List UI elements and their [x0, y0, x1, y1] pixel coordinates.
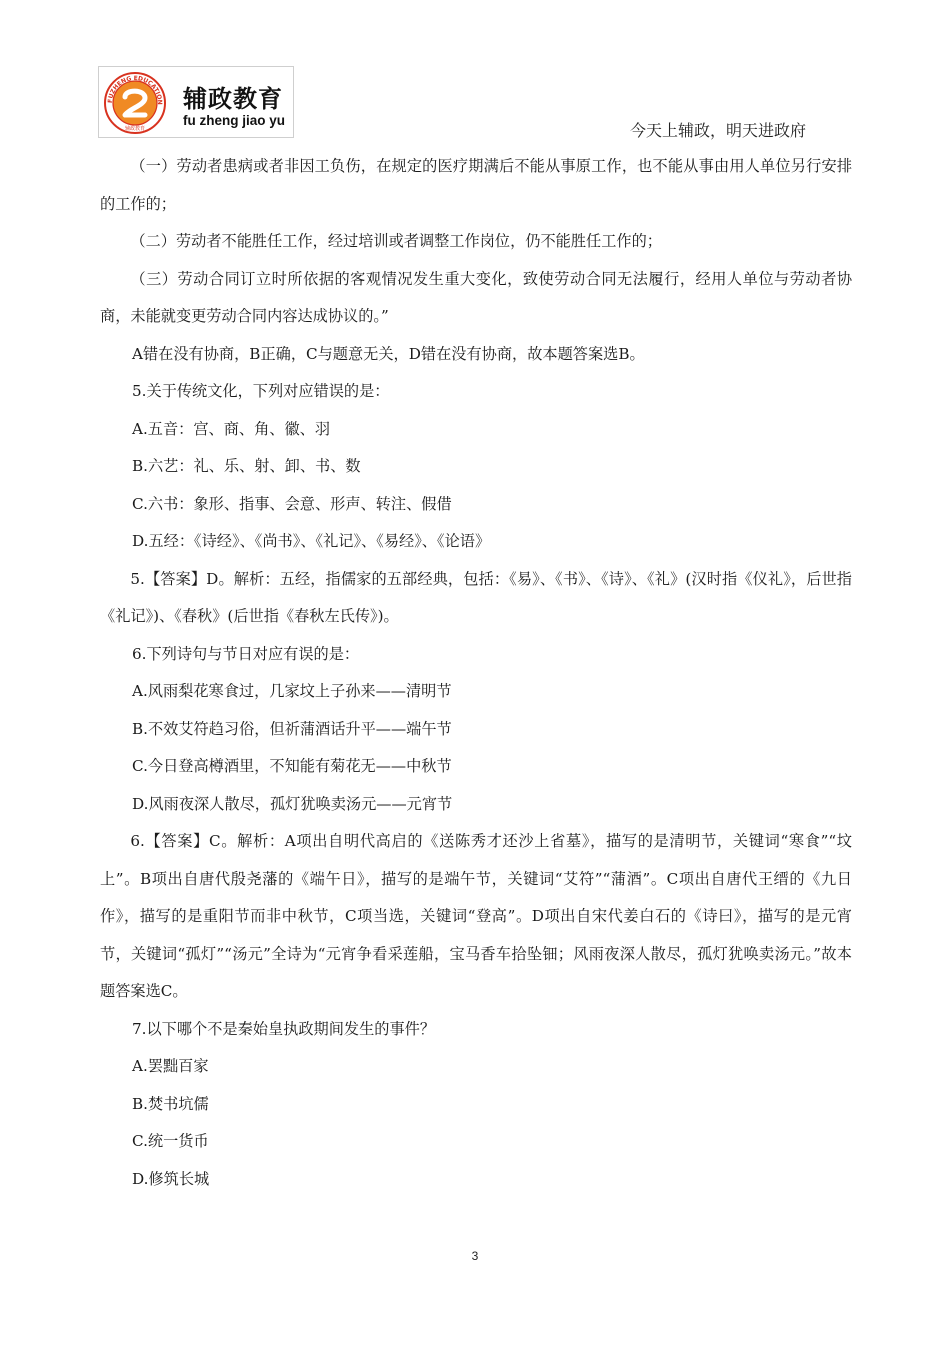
answer-5: 5.【答案】D。解析：五经，指儒家的五部经典，包括：《易》、《书》、《诗》、《礼》(汉时指《仪礼》，后世指《礼记》)、《春秋》(后世指《春秋左氏传》)。 — [100, 569, 852, 625]
paragraph: （一）劳动者患病或者非因工负伤，在规定的医疗期满后不能从事原工作，也不能从事由用人单位另行安排的工作的； — [100, 157, 852, 213]
question-7-option-c: C.统一货币 — [132, 1132, 209, 1150]
logo-seal-text: 辅政教育 — [124, 126, 146, 132]
paragraph: （二）劳动者不能胜任工作，经过培训或者调整工作岗位，仍不能胜任工作的； — [130, 232, 662, 250]
logo-name-cn: 辅政教育 — [183, 85, 283, 113]
header-logo — [98, 66, 294, 138]
question-5: 5.关于传统文化，下列对应错误的是： — [132, 382, 390, 400]
question-5-option-d: D.五经：《诗经》、《尚书》、《礼记》、《易经》、《论语》 — [132, 532, 491, 550]
header-slogan: 今天上辅政，明天进政府 — [630, 121, 807, 140]
question-6-option-c: C.今日登高樽酒里，不知能有菊花无——中秋节 — [132, 757, 452, 775]
page-number: 3 — [471, 1249, 479, 1263]
question-5-option-b: B.六艺：礼、乐、射、卸、书、数 — [132, 457, 361, 475]
paragraph: （三）劳动合同订立时所依据的客观情况发生重大变化，致使劳动合同无法履行，经用人单位与劳动者协商，未能就变更劳动合同内容达成协议的。” — [100, 269, 852, 325]
page-content — [100, 148, 852, 1198]
logo-ring-text: FUZHENG EDUCATION — [106, 74, 164, 105]
paragraph: A错在没有协商，B正确，C与题意无关，D错在没有协商，故本题答案选B。 — [132, 344, 645, 363]
question-7-option-d: D.修筑长城 — [132, 1169, 210, 1188]
question-7: 7.以下哪个不是秦始皇执政期间发生的事件？ — [132, 1019, 436, 1038]
question-6-option-b: B.不效艾符趋习俗，但祈蒲酒话升平——端午节 — [132, 719, 452, 738]
question-6-option-d: D.风雨夜深人散尽，孤灯犹唤卖汤元——元宵节 — [132, 794, 453, 813]
question-6: 6.下列诗句与节日对应有误的是： — [132, 644, 360, 663]
question-6-option-a: A.风雨梨花寒食过，几家坟上子孙来——清明节 — [132, 682, 452, 700]
answer-6: 6.【答案】C。解析：A项出自明代高启的《送陈秀才还沙上省墓》，描写的是清明节，关键词“寒食”“坟上”。B项出自唐代殷尧藩的《端午日》，描写的是端午节，关键词“艾符”“蒲酒”。C项出自唐代王缙的《九日作》，描写的是重阳节而非中秋节，C项当选，关键词“登高”。D项出自宋代姜白石的《诗曰》，描写的是元宵节，关键词“孤灯”“汤元”全诗为“元宵争看采莲船，宝马香车拾坠钿；风雨夜深人散尽，孤灯犹唤卖汤元。”故本题答案选C。 — [100, 832, 852, 1000]
logo-emblem-icon — [103, 71, 167, 135]
question-5-option-c: C.六书：象形、指事、会意、形声、转注、假借 — [132, 494, 452, 513]
question-5-option-a: A.五音：宫、商、角、徽、羽 — [132, 419, 331, 438]
question-7-option-a: A.罢黜百家 — [132, 1057, 209, 1075]
question-7-option-b: B.焚书坑儒 — [132, 1094, 209, 1113]
logo-pinyin: fu zheng jiao yu — [183, 113, 286, 128]
